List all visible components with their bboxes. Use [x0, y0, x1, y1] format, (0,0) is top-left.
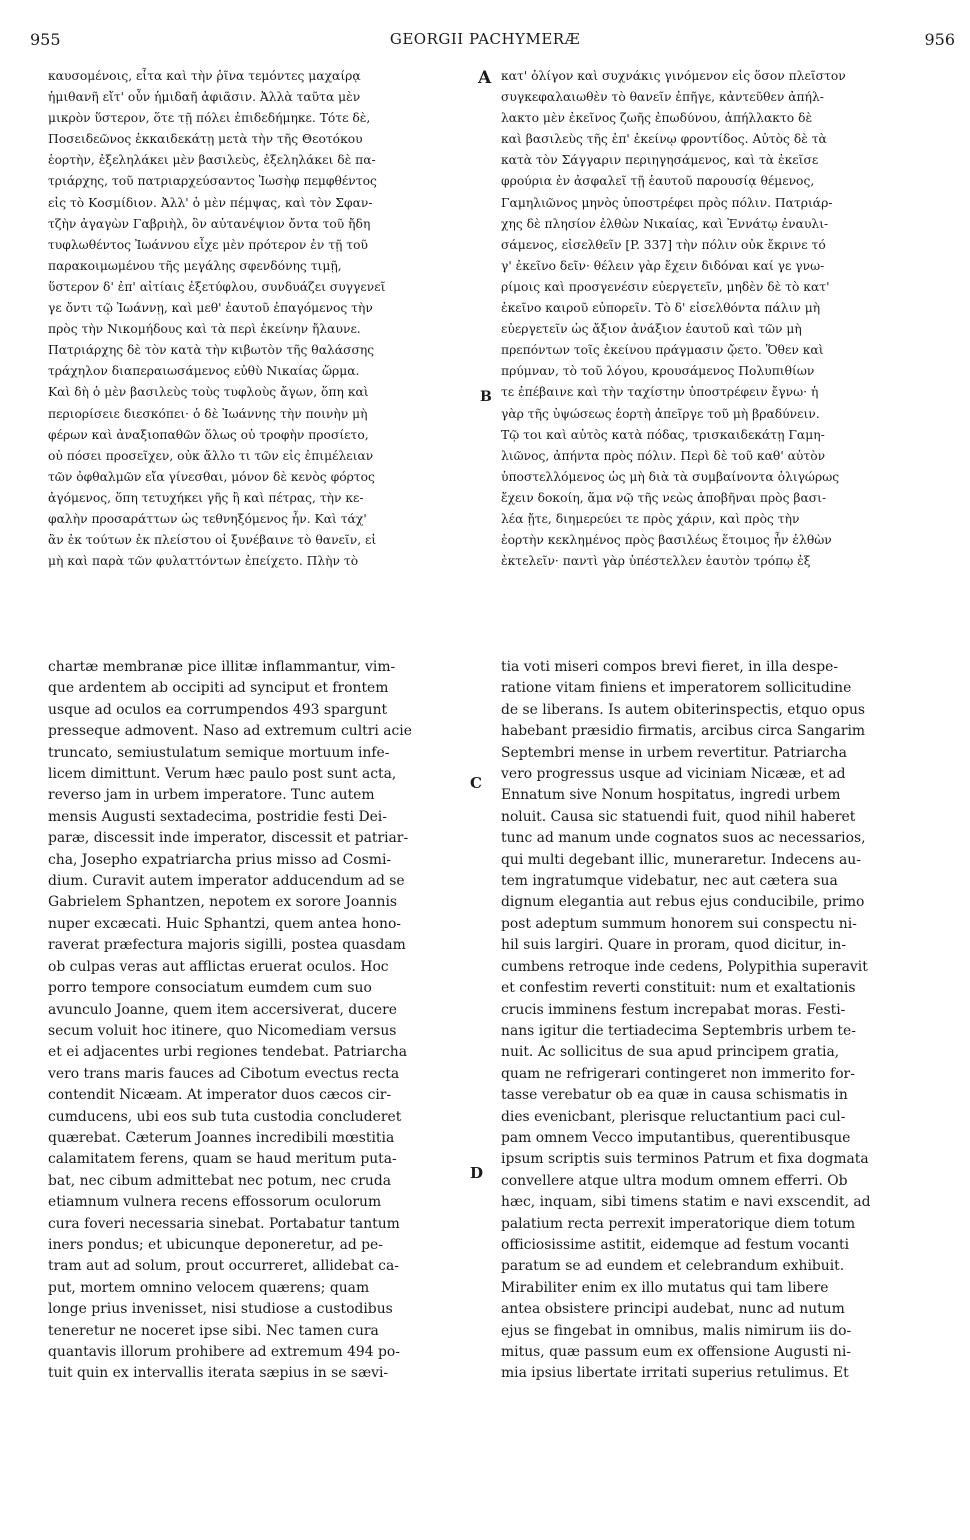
text-line: γὰρ τῆς ὑψώσεως ἑορτὴ ἀπεῖργε τοῦ μὴ βραδύνειν. — [501, 406, 820, 421]
text-line: Gabrielem Sphantzen, nepotem ex sorore Joannis — [48, 894, 398, 911]
text-line: ratione vitam finiens et imperatorem sollicitudine — [501, 680, 852, 697]
text-line: tia voti miseri compos brevi fieret, in illa despe- — [501, 659, 839, 675]
text-line: noluit. Causa sic statuendi fuit, quod nihil haberet — [501, 808, 856, 825]
text-line: truncato, semiustulatum semique mortuum infe- — [48, 744, 390, 761]
text-line: ἀγόμενος, ὅπη τετυχήκει γῆς ἢ καὶ πέτρας, τὴν κε- — [48, 490, 364, 505]
text-line: crucis imminens festum increpabat moras. Festi- — [501, 1001, 846, 1018]
margin-marker-c: C — [470, 774, 482, 792]
text-line: Τῷ τοι καὶ αὐτὸς κατὰ πόδας, τρισκαιδεκάτῃ Γαμη- — [501, 427, 825, 442]
text-line: habebant præsidio firmatis, arcibus circa Sangarim — [501, 723, 866, 740]
text-line: avunculo Joanne, quem item accersiverat, ducere — [48, 1001, 397, 1018]
greek-column-right — [501, 66, 943, 572]
text-line: mia ipsius libertate irritati superius retulimus. Et — [501, 1365, 849, 1382]
latin-column-left — [48, 657, 470, 1385]
text-line: qui multi degebant illic, muneraretur. Indecens au- — [501, 851, 861, 868]
text-line: Γαμηλιῶνος μηνὸς ὑποστρέφει πρὸς πόλιν. Πατριάρ- — [501, 195, 833, 210]
text-line: mensis Augusti sextadecima, postridie festi Dei- — [48, 808, 387, 825]
text-line: παρακοιμωμένου τῆς μεγάλης σφενδόνης τιμῇ, — [48, 258, 342, 273]
text-line: paræ, discessit inde imperator, discessit et patriar- — [48, 830, 409, 847]
text-line: μικρὸν ὕστερον, ὅτε τῇ πόλει ἐπιδεδήμηκε. Τότε δὲ, — [48, 111, 371, 126]
margin-marker-a: A — [478, 68, 492, 88]
text-line: χης δὲ πλησίον ἐλθὼν Νικαίας, καὶ Ἐννάτῳ ἐναυλι- — [501, 216, 829, 231]
text-line: post adeptum summum honorem sui conspectu ni- — [501, 915, 857, 932]
text-line: tram aut ad solum, prout occurreret, allidebat ca- — [48, 1258, 399, 1275]
text-line: palatium recta perrexit imperatorique diem totum — [501, 1215, 856, 1232]
text-line: tem ingratumque videbatur, nec aut cætera sua — [501, 873, 838, 890]
text-line: antea obsistere principi audebat, nunc ad nutum — [501, 1301, 845, 1318]
text-line: φρούρια ἐν ἀσφαλεῖ τῇ ἑαυτοῦ παρουσίᾳ θέμενος, — [501, 174, 815, 189]
text-line: ἐκεῖνο καιροῦ εὐπορεῖν. Τὸ δ' εἰσελθόντα πάλιν μὴ — [501, 301, 821, 316]
text-line: γε ὄντι τῷ Ἰωάννῃ, καὶ μεθ' ἑαυτοῦ ἐπαγόμενος τὴν — [48, 301, 373, 316]
text-line: et ei adjacentes urbi regiones tendebat. Patriarcha — [48, 1044, 407, 1061]
text-line: ἑορτὴν, ἐξεληλάκει μὲν βασιλεὺς, ἐξεληλάκει δὲ πα- — [48, 153, 376, 168]
text-line: tasse verebatur ob ea quæ in causa schismatis in — [501, 1087, 848, 1104]
text-line: quærebat. Cæterum Joannes incredibili mœstitia — [48, 1129, 395, 1146]
text-line: porro tempore consociatum eumdem cum suo — [48, 980, 372, 997]
text-line: nans igitur die tertiadecima Septembris urbem te- — [501, 1022, 856, 1039]
text-line: Καὶ δὴ ὁ μὲν βασιλεὺς τοὺς τυφλοὺς ἄγων, ὅπη καὶ — [48, 385, 369, 400]
text-line: teneretur ne noceret ipse sibi. Nec tamen cura — [48, 1322, 379, 1339]
text-line: ρίμοις καὶ προσγενέσιν εὐεργετεῖν, μηδὲν δὲ τὸ κατ' — [501, 279, 830, 294]
text-line: φαλὴν προσαράττων ὡς τεθνηξόμενος ἦν. Καὶ τάχ' — [48, 511, 367, 526]
text-line: officiosissime astitit, eidemque ad festum vocanti — [501, 1236, 850, 1253]
text-line: ὕστερον δ' ἐπ' αἰτίαις ἐξετύφλου, συνδυάζει συγγενεῖ — [48, 279, 386, 294]
text-line: ὑποστελλόμενος ὡς μὴ διὰ τὰ συμβαίνοντα ὀλιγώρως — [501, 469, 840, 484]
text-line: quam ne refrigerari contingeret non immerito for- — [501, 1065, 855, 1082]
text-line: τυφλωθέντος Ἰωάννου εἶχε μὲν πρότερον ἐν τῇ τοῦ — [48, 237, 368, 252]
text-line: nuper excæcati. Huic Sphantzi, quem antea hono- — [48, 915, 402, 932]
text-line: presseque admovent. Naso ad extremum cultri acie — [48, 723, 412, 740]
text-line: vero trans maris fauces ad Cibotum evectus recta — [48, 1065, 400, 1082]
text-line: κατὰ τὸν Σάγγαριν περιηγησάμενος, καὶ τὰ ἐκεῖσε — [501, 153, 819, 168]
text-line: εἰς τὸ Κοσμίδιον. Ἀλλ' ὁ μὲν πέμψας, καὶ τὸν Σφαν- — [48, 195, 373, 210]
text-line: hæc, inquam, sibi timens statim e navi exscendit, ad — [501, 1194, 871, 1211]
text-line: Πατριάρχης δὲ τὸν κατὰ τὴν κιβωτὸν τῆς θαλάσσης — [48, 343, 375, 358]
text-line: Mirabiliter enim ex illo mutatus qui tam libere — [501, 1279, 829, 1296]
text-line: dies evenicbant, plerisque reluctantium paci cul- — [501, 1108, 846, 1125]
text-line: cha, Josepho expatriarcha prius misso ad Cosmi- — [48, 851, 392, 868]
text-line: τε ἐπέβαινε καὶ τὴν ταχίστην ὑποστρέφειν ἔγνω· ἡ — [501, 385, 819, 400]
text-line: λέα ᾔτε, διημερεύει τε πρὸς χάριν, καὶ πρὸς τὴν — [501, 511, 800, 526]
text-line: καὶ βασιλεὺς τῆς ἐπ' ἐκείνῳ φροντίδος. Αὐτὸς δὲ τὰ — [501, 132, 827, 147]
text-line: εὐεργετεῖν ὡς ἄξιον ἀνάξιον ἑαυτοῦ καὶ τῶν μὴ — [501, 322, 802, 337]
page-number-left: 955 — [30, 30, 61, 49]
text-line: κατ' ὀλίγον καὶ συχνάκις γινόμενον εἰς ὅσον πλεῖστον — [501, 69, 846, 83]
text-line: secum voluit hoc itinere, quo Nicomediam versus — [48, 1022, 397, 1039]
text-line: ἡμιθανῆ εἴτ' οὖν ἡμιδαῆ ἀφιᾶσιν. Ἀλλὰ ταῦτα μὲν — [48, 90, 361, 105]
text-line: nuit. Ac sollicitus de sua apud principem gratia, — [501, 1044, 840, 1061]
text-line: chartæ membranæ pice illitæ inflammantur, vim- — [48, 659, 396, 675]
greek-column-left — [48, 66, 472, 572]
text-line: τζὴν ἀγαγὼν Γαβριὴλ, ὃν αὐτανέψιον ὄντα τοῦ ἤδη — [48, 216, 371, 231]
text-line: ἂν ἐκ τούτων ἐκ πλείστου οἱ ξυνέβαινε τὸ θανεῖν, εἰ — [48, 533, 377, 548]
margin-marker-b: B — [480, 389, 492, 405]
text-line: οὐ πόσει προσεῖχεν, οὐκ ἄλλο τι τῶν εἰς ἐπιμέλειαν — [48, 448, 374, 463]
text-line: reverso jam in urbem imperatore. Tunc autem — [48, 787, 375, 804]
text-line: ob culpas veras aut afflictas eruerat oculos. Hoc — [48, 958, 389, 975]
text-line: τράχηλον διαπεραιωσάμενος εὐθὺ Νικαίας ὥρμα. — [48, 364, 360, 379]
text-line: tunc ad manum unde cognatos suos ac necessarios, — [501, 830, 866, 847]
text-line: τῶν ὀφθαλμῶν εἴα γίνεσθαι, μόνον δὲ κενὸς φόρτος — [48, 469, 375, 484]
text-line: πρεπόντων τοῖς ἐκείνου πράγμασιν ᾤετο. Ὅθεν καὶ — [501, 343, 824, 358]
text-line: longe prius invenisset, nisi studiose a custodibus — [48, 1301, 393, 1318]
text-line: ejus se fingebat in omnibus, malis nimirum iis do- — [501, 1322, 852, 1339]
text-line: ipsum scriptis suis terminos Patrum et fixa dogmata — [501, 1151, 869, 1168]
latin-column-right — [501, 657, 943, 1385]
text-line: σάμενος, εἰσελθεῖν [P. 337] τὴν πόλιν οὐκ ἔκρινε τό — [501, 237, 826, 252]
text-line: de se liberans. Is autem obiterinspectis, etquo opus — [501, 701, 866, 718]
text-line: mitus, quæ passum eum ex offensione Augusti ni- — [501, 1344, 851, 1360]
text-line: ἔχειν δοκοίη, ἅμα νῷ τῆς νεὼς ἀποβῆναι πρὸς βασι- — [501, 490, 827, 505]
text-line: καυσομένοις, εἶτα καὶ τὴν ῥῖνα τεμόντες μαχαίρᾳ — [48, 69, 361, 83]
text-line: cumducens, ubi eos sub tuta custodia concluderet — [48, 1108, 402, 1125]
text-line: ἐκτελεῖν· παντὶ γὰρ ὑπέστελλεν ἑαυτὸν τρόπῳ ἐξ — [501, 554, 811, 569]
margin-marker-d: D — [470, 1164, 484, 1182]
text-line: raverat præfectura majoris sigilli, postea quasdam — [48, 937, 406, 954]
text-line: γ' ἐκεῖνο δεῖν· θέλειν γὰρ ἔχειν διδόναι καί γε γνω- — [501, 258, 825, 273]
text-line: Septembri mense in urbem revertitur. Patriarcha — [501, 744, 847, 761]
text-line: vero progressus usque ad viciniam Nicææ, et ad — [501, 766, 846, 783]
text-line: Ennatum sive Nonum hospitatus, ingredi urbem — [501, 787, 841, 804]
text-line: τριάρχης, τοῦ πατριαρχεύσαντος Ἰωσὴφ πεμφθέντος — [48, 174, 377, 189]
text-line: tuit quin ex intervallis iterata sæpius in se sævi- — [48, 1365, 389, 1382]
text-line: cumbens retroque inde cedens, Polypithia superavit — [501, 958, 868, 975]
text-line: contendit Nicæam. At imperator duos cæcos cir- — [48, 1087, 392, 1104]
text-line: περιορίσειε διεσκόπει· ὁ δὲ Ἰωάννης τὴν ποινὴν μὴ — [48, 406, 368, 421]
text-line: συγκεφαλαιωθὲν τὸ θανεῖν ἐπῆγε, κἀντεῦθεν ἀπήλ- — [501, 90, 824, 105]
text-line: πρὸς τὴν Νικομήδους καὶ τὰ περὶ ἐκείνην ἤλαυνε. — [48, 322, 361, 337]
text-line: πρύμναν, τὸ τοῦ λόγου, κρουσάμενος Πολυπιθίων — [501, 364, 815, 379]
text-line: cura foveri necessaria sinebat. Portabatur tantum — [48, 1215, 400, 1232]
text-line: que ardentem ab occipiti ad synciput et frontem — [48, 680, 389, 697]
text-line: licem dimittunt. Verum hæc paulo post sunt acta, — [48, 766, 397, 783]
text-line: dium. Curavit autem imperator adducendum ad se — [48, 873, 405, 890]
text-line: etiamnum vulnera recens effossorum oculorum — [48, 1194, 382, 1211]
text-line: hil suis largiri. Quare in proram, quod dicitur, in- — [501, 937, 847, 954]
text-line: dignum elegantia aut rebus ejus conducibile, primo — [501, 894, 865, 911]
text-line: quantavis illorum prohibere ad extremum 494 po- — [48, 1344, 400, 1360]
page-number-right: 956 — [924, 30, 955, 49]
text-line: convellere atque ultra modum omnem efferri. Ob — [501, 1172, 848, 1189]
text-line: μὴ καὶ παρὰ τῶν φυλαττόντων ἐπείχετο. Πλὴν τὸ — [48, 554, 359, 569]
text-line: Ποσειδεῶνος ἑκκαιδεκάτῃ μετὰ τὴν τῆς Θεοτόκου — [48, 132, 363, 147]
text-line: put, mortem omnino velocem quærens; quam — [48, 1279, 370, 1296]
text-line: iners pondus; et ubicunque deponeretur, ad pe- — [48, 1236, 383, 1253]
text-line: ἑορτὴν κεκλημένος πρὸς βασιλέως ἕτοιμος ἦν ἐλθὼν — [501, 533, 832, 548]
text-line: λιῶνος, ἀπήντα πρὸς πόλιν. Περὶ δὲ τοῦ καθ' αὐτὸν — [501, 448, 826, 463]
text-line: bat, nec cibum admittebat nec potum, nec cruda — [48, 1172, 391, 1189]
text-line: paratum se ad eundem et celebrandum exhibuit. — [501, 1258, 845, 1275]
text-line: pam omnem Vecco imputantibus, querentibusque — [501, 1129, 851, 1146]
text-line: et confestim reverti constituit: num et exaltationis — [501, 980, 856, 997]
text-line: calamitatem ferens, quam se haud meritum puta- — [48, 1151, 397, 1168]
text-line: φέρων καὶ ἀναξιοπαθῶν ὅλως οὐ τροφὴν προσίετο, — [48, 427, 369, 442]
text-line: λακτο μὲν ἐκεῖνος ζωῆς ἐπωδύνου, ἀπήλλακτο δὲ — [501, 111, 813, 126]
running-title: GEORGII PACHYMERÆ — [389, 30, 581, 48]
text-line: usque ad oculos ea corrumpendos 493 spargunt — [48, 701, 388, 718]
